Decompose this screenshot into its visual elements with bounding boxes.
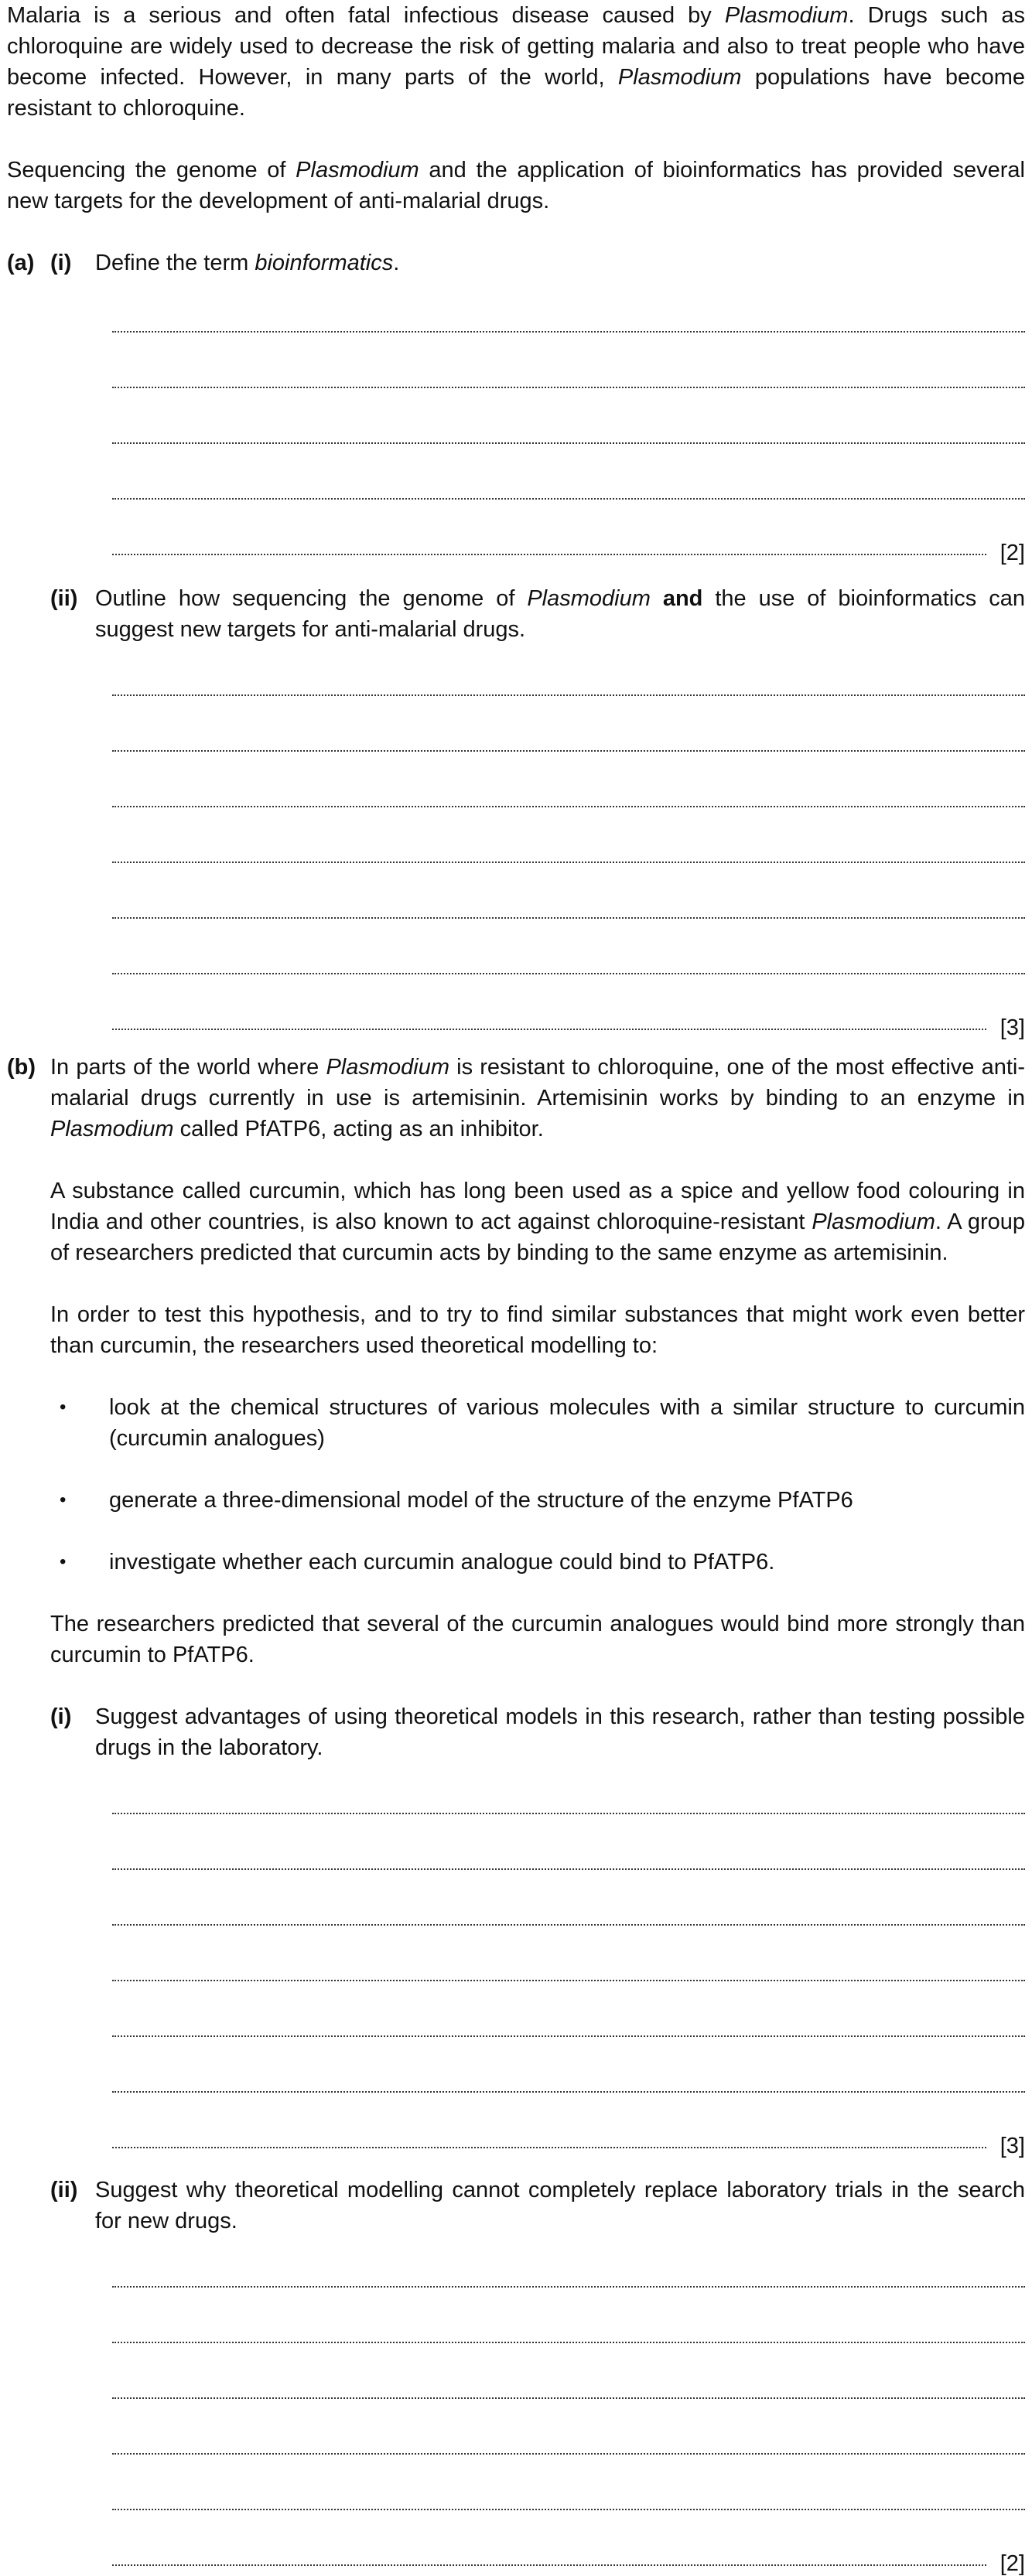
answer-line[interactable] (112, 444, 1025, 500)
answer-line[interactable] (112, 1981, 1025, 2037)
bullet-list (50, 1392, 1025, 1578)
answer-line[interactable] (112, 2455, 1025, 2510)
marks-label: [2] (1000, 541, 1025, 565)
answer-line[interactable] (112, 333, 1025, 388)
part-a-label: (a) (7, 251, 35, 275)
question-b-i (7, 1701, 1025, 1763)
sub-ii-label: (ii) (50, 2178, 78, 2202)
answer-lines-b-i[interactable] (112, 1759, 1025, 2158)
part-b-paragraph-2: A substance called curcumin, which has long been used as a spice and yellow food colouring in India and other countries, is also known to act against chloroquine-resistant Plasmodium. A group of researchers predicted that curcumin acts by binding to the same enzyme as artemisinin. (50, 1179, 1025, 1265)
answer-line[interactable] (112, 640, 1025, 696)
bullet-icon: • (60, 1397, 67, 1418)
answer-line[interactable] (112, 919, 1025, 974)
answer-line[interactable] (112, 2510, 1025, 2576)
answer-line[interactable] (112, 500, 1025, 565)
question-a-ii (7, 583, 1025, 645)
intro-paragraph-2: Sequencing the genome of Plasmodium and the application of bioinformatics has provided several new targets for the development of anti-malarial drugs. (7, 158, 1025, 213)
marks-label: [3] (1000, 2134, 1025, 2158)
part-b-paragraph-3: In order to test this hypothesis, and to try to find similar substances that might work even better than curcumin, the researchers used theoretical modelling to: (50, 1302, 1025, 1358)
answer-line[interactable] (112, 1926, 1025, 1981)
sub-ii-label: (ii) (50, 586, 78, 611)
answer-lines-a-ii[interactable] (112, 640, 1025, 1040)
question-a-i (7, 247, 1025, 278)
question-a-i-text: Define the term bioinformatics. (95, 251, 400, 275)
answer-line[interactable] (112, 807, 1025, 863)
answer-line[interactable] (112, 2399, 1025, 2455)
answer-line[interactable] (112, 974, 1025, 1040)
answer-lines-b-ii[interactable] (112, 2232, 1025, 2576)
list-item: • look at the chemical structures of various molecules with a similar structure to curcumin (curcumin analogues) (50, 1392, 1025, 1454)
sub-i-label: (i) (50, 1704, 72, 1729)
bullet-icon: • (60, 1551, 67, 1572)
answer-line[interactable] (112, 2232, 1025, 2288)
answer-line[interactable] (112, 2343, 1025, 2399)
question-b-ii (7, 2175, 1025, 2237)
answer-line[interactable] (112, 2037, 1025, 2093)
sub-i-label: (i) (50, 251, 72, 275)
part-b-paragraph-1: In parts of the world where Plasmodium is resistant to chloroquine, one of the most effective anti-malarial drugs currently in use is artemisinin. Artemisinin works by binding to an enzyme in Plasmodium called PfATP6, acting as an inhibitor. (50, 1055, 1025, 1141)
part-b-label: (b) (7, 1055, 36, 1080)
question-b-intro (7, 1052, 1025, 1145)
answer-lines-a-i[interactable] (112, 277, 1025, 565)
question-a-ii-text: Outline how sequencing the genome of Plasmodium and the use of bioinformatics can suggest new targets for anti-malarial drugs. (95, 586, 1025, 642)
answer-line[interactable] (112, 2093, 1025, 2158)
list-item: • generate a three-dimensional model of the structure of the enzyme PfATP6 (50, 1485, 1025, 1516)
list-item: • investigate whether each curcumin analogue could bind to PfATP6. (50, 1547, 1025, 1578)
part-b-paragraph-4: The researchers predicted that several of the curcumin analogues would bind more strongly than curcumin to PfATP6. (50, 1612, 1025, 1667)
answer-line[interactable] (112, 277, 1025, 333)
bullet-icon: • (60, 1489, 67, 1510)
answer-line[interactable] (112, 863, 1025, 919)
answer-line[interactable] (112, 696, 1025, 752)
question-b-i-text: Suggest advantages of using theoretical models in this research, rather than testing possible drugs in the laboratory. (95, 1704, 1025, 1760)
marks-label: [2] (1000, 2551, 1025, 2576)
answer-line[interactable] (112, 2288, 1025, 2343)
intro-paragraph-1: Malaria is a serious and often fatal infectious disease caused by Plasmodium. Drugs such as chloroquine are widely used to decrease the risk of getting malaria and also to treat people who have become infected. However, in many parts of the world, Plasmodium populations have become resistant to chloroquine. (7, 3, 1025, 121)
marks-label: [3] (1000, 1015, 1025, 1040)
answer-line[interactable] (112, 1870, 1025, 1926)
answer-line[interactable] (112, 752, 1025, 807)
answer-line[interactable] (112, 1814, 1025, 1870)
answer-line[interactable] (112, 388, 1025, 444)
question-b-ii-text: Suggest why theoretical modelling cannot completely replace laboratory trials in the search for new drugs. (95, 2178, 1025, 2233)
answer-line[interactable] (112, 1759, 1025, 1814)
